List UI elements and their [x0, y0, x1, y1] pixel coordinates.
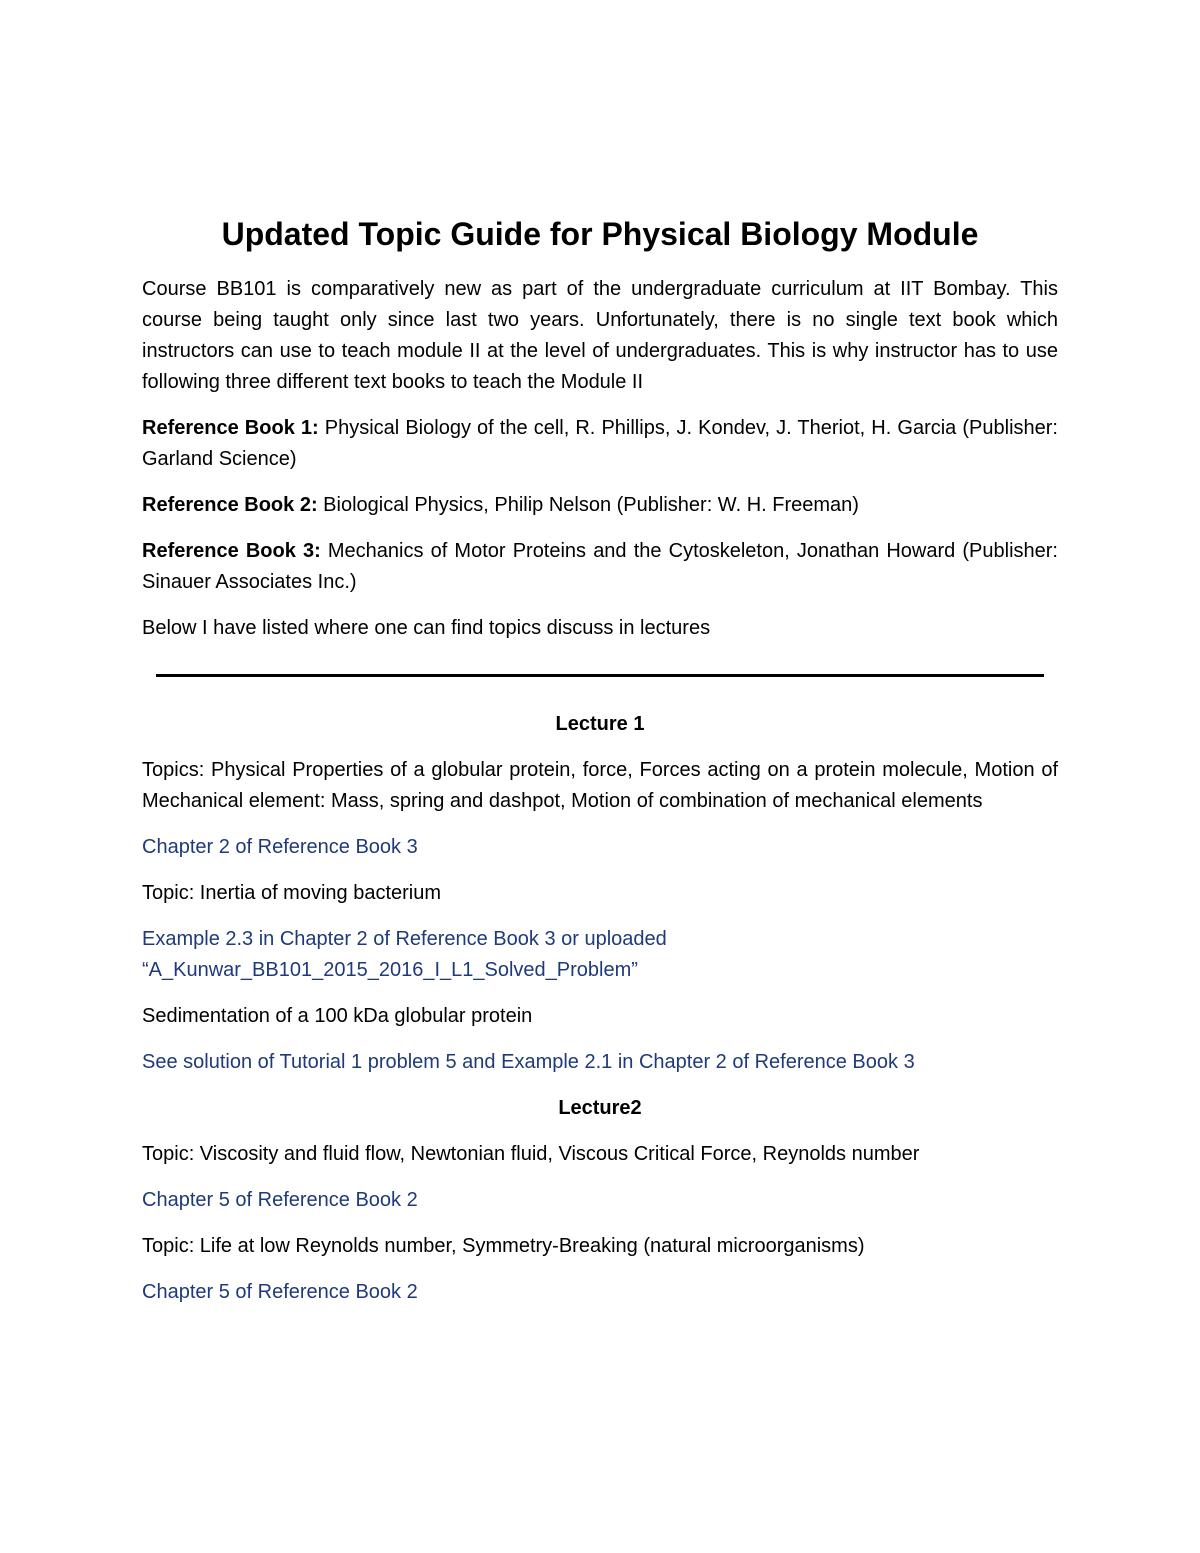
- lecture-2-heading: Lecture2: [558, 1097, 642, 1119]
- lecture-1-heading: Lecture 1: [555, 713, 645, 735]
- lecture-1-reference-3: See solution of Tutorial 1 problem 5 and Example 2.1 in Chapter 2 of Reference Book 3: [142, 1051, 915, 1073]
- reference-book-2-label: Reference Book 2:: [142, 494, 318, 516]
- lecture-2-topic-1: Topic: Viscosity and fluid flow, Newtonian fluid, Viscous Critical Force, Reynolds number: [142, 1143, 920, 1165]
- reference-book-1-text: Physical Biology of the cell, R. Phillips, J. Kondev, J. Theriot, H. Garcia (Publisher: Garland Science): [142, 417, 1058, 470]
- lecture-1-topics: Topics: Physical Properties of a globular protein, force, Forces acting on a protein molecule, Motion of Mechanical element: Mass, spring and dashpot, Motion of combination of mechanical elements: [142, 759, 1058, 812]
- lecture-1-topic-2: Topic: Inertia of moving bacterium: [142, 882, 442, 904]
- section-divider: [156, 674, 1044, 677]
- below-note: Below I have listed where one can find topics discuss in lectures: [142, 617, 711, 639]
- reference-book-1-label: Reference Book 1:: [142, 417, 319, 439]
- reference-book-3-label: Reference Book 3:: [142, 540, 321, 562]
- lecture-1-topic-3: Sedimentation of a 100 kDa globular protein: [142, 1005, 533, 1027]
- lecture-2-topic-2: Topic: Life at low Reynolds number, Symmetry-Breaking (natural microorganisms): [142, 1235, 865, 1257]
- reference-book-3-text: Mechanics of Motor Proteins and the Cytoskeleton, Jonathan Howard (Publisher: Sinauer Associates Inc.): [142, 540, 1058, 593]
- reference-book-2-text: Biological Physics, Philip Nelson (Publisher: W. H. Freeman): [317, 494, 859, 516]
- lecture-2-reference-2: Chapter 5 of Reference Book 2: [142, 1281, 418, 1303]
- lecture-2-reference-1: Chapter 5 of Reference Book 2: [142, 1189, 418, 1211]
- document-body: [142, 210, 1058, 1323]
- page-title: Updated Topic Guide for Physical Biology Module: [221, 216, 979, 252]
- lecture-1-reference-2-line-1: Example 2.3 in Chapter 2 of Reference Book 3 or uploaded: [142, 928, 667, 950]
- reference-book-1: [142, 413, 1058, 475]
- reference-book-2: [142, 490, 1058, 521]
- intro-paragraph: Course BB101 is comparatively new as part of the undergraduate curriculum at IIT Bombay. This course being taught only since last two years. Unfortunately, there is no single text book which instructors can use to teach module II at the level of undergraduates. This is why instructor has to use following three different text books to teach the Module II: [142, 278, 1058, 393]
- lecture-1-reference-2: [142, 924, 1058, 986]
- lecture-1-reference-2-line-2: “A_Kunwar_BB101_2015_2016_I_L1_Solved_Problem”: [142, 959, 638, 981]
- reference-book-3: [142, 536, 1058, 598]
- lecture-1-reference-1: Chapter 2 of Reference Book 3: [142, 836, 418, 858]
